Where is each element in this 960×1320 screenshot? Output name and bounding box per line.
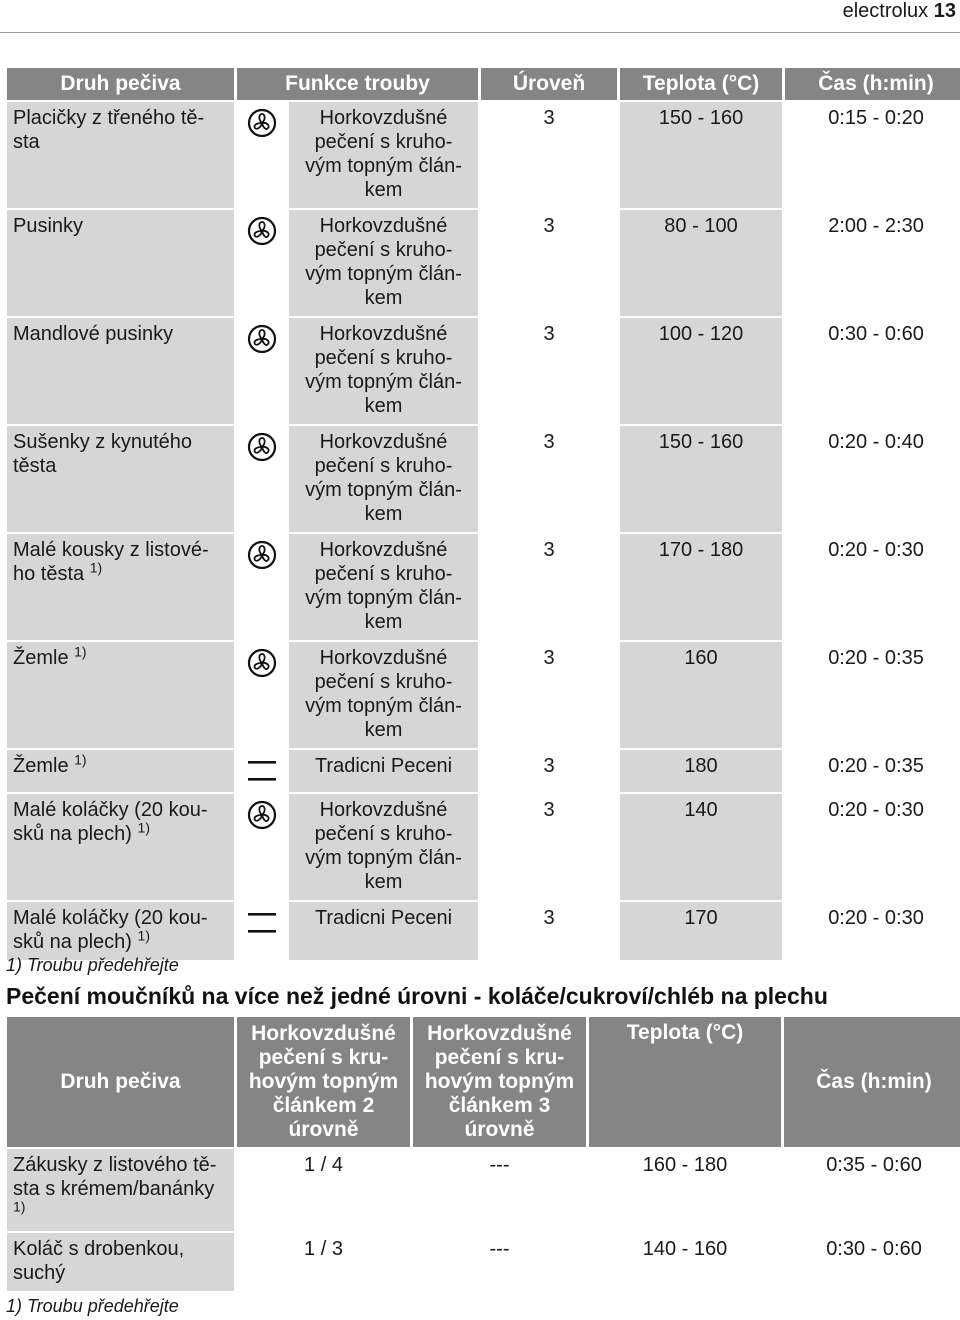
level-value: 3	[481, 750, 617, 792]
pastry-name	[7, 794, 234, 900]
pastry-name-text: Žemle	[13, 755, 69, 777]
fan-2-levels-value: 1 / 4	[237, 1149, 410, 1231]
table-row	[7, 750, 960, 792]
function-icon-cell	[237, 210, 286, 316]
table-row	[7, 902, 960, 960]
oven-function: Horkovzdušné pečení s kruho-vým topným člán-kem	[289, 642, 478, 748]
table-row	[7, 318, 960, 424]
pastry-name	[7, 1233, 234, 1291]
time-value: 0:35 - 0:60	[784, 1149, 960, 1231]
time-value: 0:20 - 0:35	[785, 642, 960, 748]
temperature-value: 100 - 120	[620, 318, 782, 424]
function-icon-cell	[237, 318, 286, 424]
footnote-table1: 1) Troubu předehřejte	[6, 955, 179, 975]
fan-ring-icon	[247, 445, 277, 467]
oven-function: Horkovzdušné pečení s kruho-vým topným člán-kem	[289, 210, 478, 316]
fan-ring-icon	[247, 337, 277, 359]
pastry-name	[7, 902, 234, 960]
oven-function: Horkovzdušné pečení s kruho-vým topným člán-kem	[289, 102, 478, 208]
col-header-time: Čas (h:min)	[785, 68, 960, 100]
fan-ring-icon	[247, 553, 277, 575]
col-header-time: Čas (h:min)	[784, 1017, 960, 1147]
temperature-value: 140	[620, 794, 782, 900]
table-row	[7, 794, 960, 900]
section-title: Pečení moučníků na více než jedné úrovni - koláče/cukroví/chléb na plechu	[6, 983, 828, 1009]
fan-3-levels-value: ---	[413, 1149, 586, 1231]
footnote-ref: 1)	[89, 559, 103, 576]
pastry-name-text: Koláč s drobenkou, suchý	[13, 1238, 185, 1284]
footnote-table2: 1) Troubu předehřejte	[6, 1296, 179, 1316]
footnote-ref: 1)	[74, 643, 87, 660]
col-header-fan-3-levels: Horkovzdušné pečení s kru-hovým topným článkem 3 úrovně	[413, 1017, 586, 1147]
pastry-name-text: Placičky z třeného tě-sta	[13, 107, 205, 153]
fan-ring-icon	[247, 121, 277, 143]
top-bottom-heat-icon	[246, 769, 278, 791]
table-row	[7, 534, 960, 640]
pastry-name-text: Pusinky	[13, 215, 84, 237]
top-bottom-heat-icon	[246, 921, 278, 943]
temperature-value: 160 - 180	[589, 1149, 781, 1231]
footnote-ref: 1)	[74, 751, 87, 768]
function-icon-cell	[237, 902, 286, 960]
header-divider	[0, 32, 960, 33]
time-value: 0:20 - 0:30	[785, 534, 960, 640]
level-value: 3	[481, 534, 617, 640]
oven-function: Horkovzdušné pečení s kruho-vým topným člán-kem	[289, 794, 478, 900]
table-row	[7, 426, 960, 532]
table1-body	[7, 102, 960, 960]
time-value: 0:20 - 0:30	[785, 902, 960, 960]
level-value: 3	[481, 426, 617, 532]
table2-body	[7, 1149, 960, 1291]
footnote-ref: 1)	[13, 1198, 26, 1215]
temperature-value: 170	[620, 902, 782, 960]
temperature-value: 80 - 100	[620, 210, 782, 316]
baking-table-single-level	[4, 66, 960, 962]
pastry-name	[7, 750, 234, 792]
fan-ring-icon	[247, 229, 277, 251]
function-icon-cell	[237, 426, 286, 532]
fan-ring-icon	[247, 813, 277, 835]
baking-table-multi-level	[4, 1015, 960, 1293]
pastry-name	[7, 1149, 234, 1231]
page-number: 13	[933, 0, 956, 22]
level-value: 3	[481, 642, 617, 748]
fan-ring-icon	[247, 661, 277, 683]
oven-function: Horkovzdušné pečení s kruho-vým topným člán-kem	[289, 534, 478, 640]
temperature-value: 150 - 160	[620, 426, 782, 532]
table-header-row	[7, 1017, 960, 1147]
pastry-name-text: Žemle	[13, 647, 69, 669]
col-header-fan-2-levels: Horkovzdušné pečení s kru-hovým topným článkem 2 úrovně	[237, 1017, 410, 1147]
table-row	[7, 1149, 960, 1231]
level-value: 3	[481, 210, 617, 316]
table-row	[7, 102, 960, 208]
footnote-ref: 1)	[137, 927, 150, 944]
temperature-value: 160	[620, 642, 782, 748]
oven-function: Tradicni Peceni	[289, 750, 478, 792]
table-row	[7, 1233, 960, 1291]
function-icon-cell	[237, 534, 286, 640]
level-value: 3	[481, 794, 617, 900]
temperature-value: 170 - 180	[620, 534, 782, 640]
oven-function: Horkovzdušné pečení s kruho-vým topným člán-kem	[289, 426, 478, 532]
pastry-name	[7, 318, 234, 424]
level-value: 3	[481, 102, 617, 208]
pastry-name	[7, 426, 234, 532]
pastry-name-text: Mandlové pusinky	[13, 323, 174, 345]
temperature-value: 150 - 160	[620, 102, 782, 208]
pastry-name	[7, 642, 234, 748]
oven-function: Horkovzdušné pečení s kruho-vým topným člán-kem	[289, 318, 478, 424]
level-value: 3	[481, 318, 617, 424]
time-value: 0:30 - 0:60	[785, 318, 960, 424]
temperature-value: 140 - 160	[589, 1233, 781, 1291]
fan-3-levels-value: ---	[413, 1233, 586, 1291]
table-row	[7, 642, 960, 748]
time-value: 0:20 - 0:40	[785, 426, 960, 532]
col-header-pastry: Druh pečiva	[7, 68, 234, 100]
time-value: 0:20 - 0:35	[785, 750, 960, 792]
pastry-name-text: Malé kousky z listové-ho těsta	[13, 539, 209, 585]
temperature-value: 180	[620, 750, 782, 792]
pastry-name	[7, 102, 234, 208]
time-value: 2:00 - 2:30	[785, 210, 960, 316]
pastry-name-text: Zákusky z listového tě-sta s krémem/banánky	[13, 1154, 217, 1200]
col-header-level: Úroveň	[481, 68, 617, 100]
function-icon-cell	[237, 642, 286, 748]
pastry-name	[7, 534, 234, 640]
footnote-ref: 1)	[137, 819, 150, 836]
pastry-name-text: Malé koláčky (20 kou-sků na plech)	[13, 799, 208, 845]
page-header	[843, 0, 956, 22]
table-header-row	[7, 68, 960, 100]
col-header-oven-function: Funkce trouby	[237, 68, 478, 100]
function-icon-cell	[237, 750, 286, 792]
fan-2-levels-value: 1 / 3	[237, 1233, 410, 1291]
pastry-name-text: Malé koláčky (20 kou-sků na plech)	[13, 907, 208, 953]
col-header-pastry: Druh pečiva	[7, 1017, 234, 1147]
table-row	[7, 210, 960, 316]
col-header-temperature: Teplota (°C)	[589, 1017, 781, 1147]
time-value: 0:20 - 0:30	[785, 794, 960, 900]
col-header-temperature: Teplota (°C)	[620, 68, 782, 100]
pastry-name	[7, 210, 234, 316]
pastry-name-text: Sušenky z kynutého těsta	[13, 431, 192, 477]
time-value: 0:15 - 0:20	[785, 102, 960, 208]
function-icon-cell	[237, 794, 286, 900]
function-icon-cell	[237, 102, 286, 208]
level-value: 3	[481, 902, 617, 960]
oven-function: Tradicni Peceni	[289, 902, 478, 960]
brand-name: electrolux	[842, 0, 929, 22]
time-value: 0:30 - 0:60	[784, 1233, 960, 1291]
